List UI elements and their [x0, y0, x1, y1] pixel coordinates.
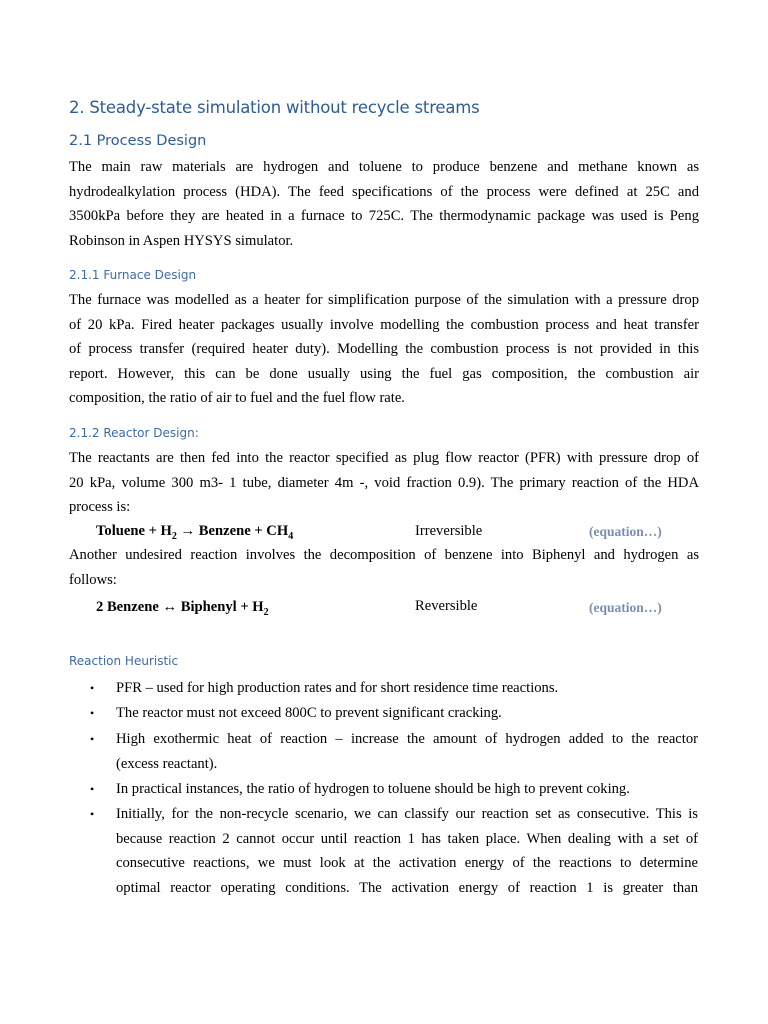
- text-line: The reactor must not exceed 800C to prevent significant cracking.: [116, 705, 502, 721]
- text-line: Robinson in Aspen HYSYS simulator.: [69, 232, 294, 249]
- equation-1-type: Irreversible: [415, 523, 483, 539]
- bullet-item-3: [116, 727, 698, 776]
- bullet-marker: •: [90, 706, 95, 720]
- text-line: Another undesired reaction involves the decomposition of benzene into Biphenyl and hydrogen as: [69, 547, 699, 563]
- text-line: consecutive reactions, we must look at the activation energy of the reactions to determine: [116, 855, 698, 871]
- bullet-item-1: [116, 676, 698, 701]
- text-line: In practical instances, the ratio of hydrogen to toluene should be high to prevent coking.: [116, 781, 630, 797]
- text-line: composition, the ratio of air to fuel and the fuel flow rate.: [69, 390, 405, 406]
- eq2-left: 2 Benzene ↔ Biphenyl + H: [96, 599, 264, 615]
- bullet-marker: •: [90, 732, 95, 746]
- bullet-marker: •: [90, 807, 95, 821]
- undesired-reaction-paragraph: [69, 543, 699, 592]
- bullet-item-4: [116, 777, 698, 802]
- eq1-sub-4: 4: [288, 530, 294, 542]
- equation-2-formula: [96, 599, 269, 618]
- subsubsection-heading-reactor: 2.1.2 Reactor Design:: [69, 426, 199, 440]
- text-line: follows:: [69, 571, 117, 588]
- text-line: 3500kPa before they are heated in a furnace to 725C. The thermodynamic package was used is Peng: [69, 208, 699, 224]
- text-line: report. However, this can be done usually using the fuel gas composition, the combustion air: [69, 365, 699, 382]
- bullet-marker: •: [90, 782, 95, 796]
- heading-reaction-heuristic: Reaction Heuristic: [69, 654, 179, 668]
- text-line: (excess reactant).: [116, 755, 218, 772]
- text-line: process is:: [69, 499, 131, 515]
- equation-2-reference: (equation…): [589, 600, 662, 615]
- text-line: Initially, for the non-recycle scenario, we can classify our reaction set as consecutive. This is: [116, 806, 698, 822]
- reactor-paragraph: [69, 446, 699, 520]
- text-line: PFR – used for high production rates and for short residence time reactions.: [116, 680, 559, 696]
- furnace-paragraph: [69, 288, 699, 411]
- text-line: hydrodealkylation process (HDA). The feed specifications of the process were defined at 25C and: [69, 183, 699, 200]
- text-line: of process transfer (required heater duty). Modelling the combustion process is not provided in this: [69, 341, 699, 357]
- subsection-heading-process-design: 2.1 Process Design: [69, 133, 207, 149]
- section-heading-steady-state: 2. Steady-state simulation without recycle streams: [69, 98, 480, 117]
- eq1-toluene: Toluene + H: [96, 523, 172, 539]
- text-line: because reaction 2 cannot occur until reaction 1 has taken place. When dealing with a set of: [116, 830, 698, 847]
- eq2-sub-2: 2: [263, 606, 269, 618]
- equation-1-formula: [96, 523, 293, 542]
- bullet-item-2: [116, 701, 698, 726]
- text-line: The main raw materials are hydrogen and toluene to produce benzene and methane known as: [69, 159, 699, 175]
- text-line: of 20 kPa. Fired heater packages usually involve modelling the combustion process and heat transfer: [69, 316, 699, 333]
- equation-1-reference: (equation…): [589, 524, 662, 539]
- text-line: 20 kPa, volume 300 m3- 1 tube, diameter 4m -, void fraction 0.9). The primary reaction of the HDA: [69, 474, 699, 491]
- process-design-paragraph: [69, 155, 699, 253]
- bullet-item-5: [116, 802, 698, 900]
- text-line: High exothermic heat of reaction – increase the amount of hydrogen added to the reactor: [116, 731, 698, 747]
- text-line: The reactants are then fed into the reactor specified as plug flow reactor (PFR) with pressure drop of: [69, 450, 699, 466]
- eq1-sub-2: 2: [171, 530, 177, 542]
- equation-2-type: Reversible: [415, 598, 478, 614]
- bullet-marker: •: [90, 681, 95, 695]
- eq1-products: → Benzene + CH: [176, 523, 289, 539]
- subsubsection-heading-furnace: 2.1.1 Furnace Design: [69, 268, 197, 282]
- text-line: The furnace was modelled as a heater for simplification purpose of the simulation with a pressure drop: [69, 292, 699, 308]
- text-line: optimal reactor operating conditions. The activation energy of reaction 1 is greater than: [116, 879, 698, 896]
